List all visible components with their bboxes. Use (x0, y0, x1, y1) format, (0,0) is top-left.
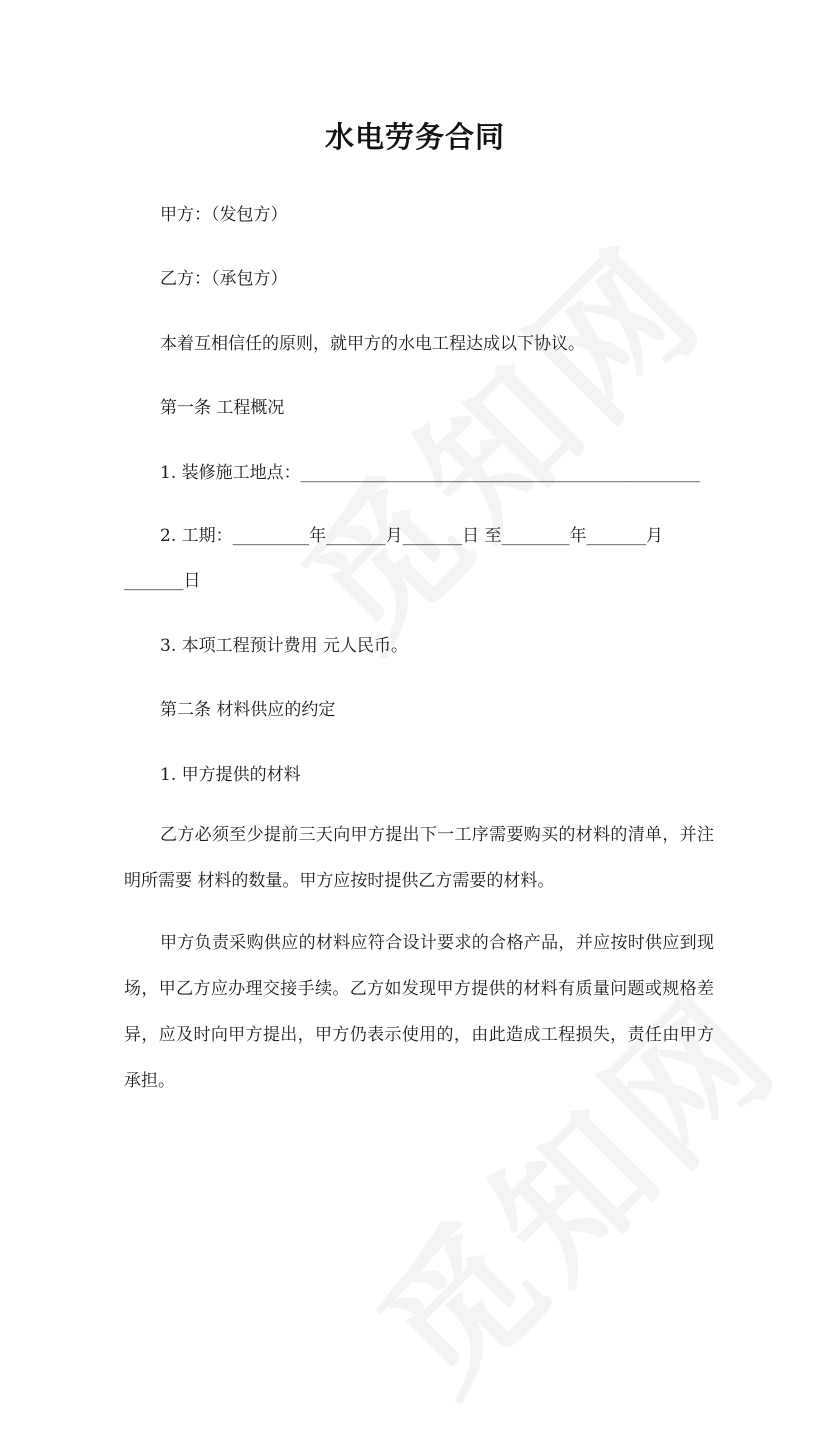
article-1-heading: 第一条 工程概况 (160, 398, 285, 418)
construction-period-line: 2. 工期：_________年_______月_______日 至________年_______月 (160, 526, 664, 546)
materials-quality-paragraph: 甲方负责采购供应的材料应符合设计要求的合格产品，并应按时供应到现场，甲乙方应办理交接手续。乙方如发现甲方提供的材料有质量问题或规格差异，应及时向甲方提出，甲方仍表示使用的，由此造成工程损失，责任由甲方承担。 (124, 933, 714, 1091)
intro-line: 本着互相信任的原则，就甲方的水电工程达成以下协议。 (160, 334, 585, 354)
article-2-heading: 第二条 材料供应的约定 (160, 700, 336, 720)
watermark (249, 192, 741, 684)
estimated-cost-line: 3. 本项工程预计费用 元人民币。 (160, 636, 409, 656)
materials-list-paragraph: 乙方必须至少提前三天向甲方提出下一工序需要购买的材料的清单，并注明所需要 材料的数量。甲方应按时提供乙方需要的材料。 (124, 825, 714, 891)
construction-site-line: 1. 装修施工地点：_______________________________________________ (160, 463, 701, 483)
construction-period-line-continued: _______日 (124, 571, 201, 591)
materials-subheading: 1. 甲方提供的材料 (160, 765, 301, 785)
document-title: 水电劳务合同 (324, 120, 505, 154)
party-b-line: 乙方：（承包方） (160, 269, 288, 289)
party-a-line: 甲方：（发包方） (160, 205, 288, 225)
